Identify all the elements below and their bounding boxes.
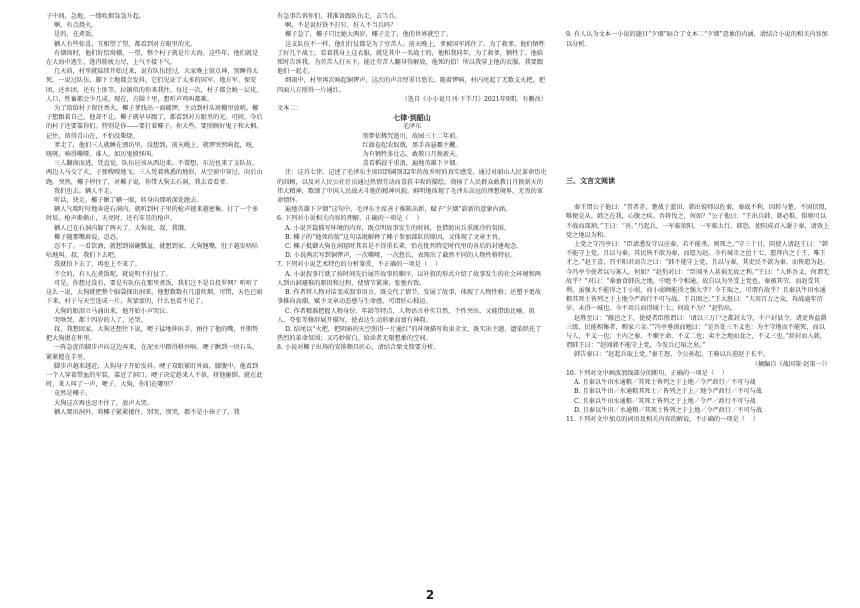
text-paragraph: 听话，快走。椰子瞅了辆一眼，转身向那哨深处跑去。 <box>54 197 203 205</box>
column-middle <box>277 12 547 580</box>
text-paragraph: 喜看稻菽千重浪，遍地英雄下夕烟。 <box>362 160 462 168</box>
text-paragraph: 注：这首七律，记述了毛泽东主席回到阔别32年的故乡时的真实感受。通过对韶山人民革命历史的回顾，以及对人民公社社员通过热情劳动而喜获丰收的描绘，勃扬了人民群众敢教日月换新天的伟大精神，歌颂了中国人民战天斗地的精神风貌。鲜明地体现了毛泽东高远的理想境界，无畏的革命情怀。 <box>277 169 547 205</box>
text-paragraph: 7. 下列对小说艺术特色的分析鉴赏，不正确的一项是（ ） <box>277 261 442 269</box>
text-paragraph: 有急事告诉你们。我准备跟队伍走，去当兵。 <box>277 13 401 20</box>
text-paragraph: 椰子急了，椰子只比她大两岁，椰子走了，他的世界就空了。 <box>285 31 453 39</box>
text-paragraph: 一阵急促的脚步声向这边奔来，在泥水中踏得格外响。哽子瞅到一块石头，紧紧握在手里。 <box>46 344 259 361</box>
column-left <box>46 12 264 580</box>
text-paragraph: 是的，在煮饭。 <box>54 31 98 39</box>
text-paragraph: 竟然是椰子。 <box>54 390 92 398</box>
text-paragraph: 可是，你想过没有，要是有队伍在那里煮饭，我们岂不是自投罗网？听听了这么一说，大狗就把整个脑袋探出洞来，他想数数有几道炊烟，可惜，天色已暗下来，村子与天空连成一片，灰蒙蒙的，什么也看不见了。 <box>46 279 263 306</box>
text-paragraph: 秦王谓公子他曰：“昔者赤、楚战于蓝田，韩出锐师以佐秦，秦战不利，因转与楚。不固信盟，唯便是从。韩之在我，心腹之疾。吾将伐之，何如？”公子他曰：“王出兵韩，韩必惧，惧则可以不战而深割。”王曰：“善。”乃起兵，一军临荥阳，一军临太行。韩恐，使阳成君入谢于秦，请效上党之地以为和。 <box>566 204 831 239</box>
text-paragraph: B. 作者将人物对话变成叙事语言，既交代了情节，发展了故事，体现了人物性格；还塑予更故事推向高潮，赋予文章动态感与生命感，可谓匠心独运。 <box>277 289 542 306</box>
text-paragraph: 啊，有点烧火。 <box>54 22 98 30</box>
text-paragraph: 叔，我想回家。大狗还想往下说，哽子猛地伸出手，捂住了他的嘴，并期势把大狗摁在怀里。 <box>46 325 259 343</box>
text-paragraph: 我们也去。辆人不走。 <box>54 187 116 195</box>
text-paragraph: 6. 下列对小说相关内容的理解，正确的一项是（ ） <box>277 215 423 223</box>
text-paragraph: C. 作者精准把握人物身份、年龄等特点，人物语言朴实自然，个性突出，又能借助比喻、拟人、夸张等修辞展开描写，使表达生动形象而富有神韵。 <box>277 307 535 324</box>
text-paragraph: 辆人气喘吁吁地奔进石洞内，就听到村子里的枪声越来越密集。打了一个多时辰，枪声渐渐止，天亮时，还有零星的枪声。 <box>46 206 259 223</box>
text-paragraph: 11. 下列对文中加点的词语及相关内容的解说，不正确的一项是（ ） <box>566 415 759 423</box>
text-paragraph: B. 且秦以牛田／水通粮其死士／皆列之于上／地令严政行／不可与战 <box>574 388 762 396</box>
text-paragraph: 辆人爬出洞外，将椰子紧紧搂住。别哭，别哭，都不是小孩子了，我 <box>54 408 240 416</box>
text-paragraph: （选自《小小说月刊·下半月》2021年9期，有删改） <box>401 95 547 103</box>
question-9-block <box>566 30 831 48</box>
text-paragraph: 几天前，村里就陆续开始过来，说有队伍经过，大家晚上留点神，别睡得太死。一说过队伍，脚下土地都会发抖，它们见证了太多的国军、地方军、保安团、还乡团，还有土匪等，拉锯似的你来我往。每过一次，村子都会蜕一层皮。人口，牲畜都会少几成。现在，方圆十里，想听声鸡叫都难。 <box>46 68 263 103</box>
text-paragraph: 赵胜至曰：“敝邑之王，使使者臣胜谓曰：‘请以三万户之都封太守，千户封县令，诸吏皆益爵三级，民能相集者，赐家六金。’”冯亭垂涕而勉曰：“是吾处三不义也：为主守地而不能死，而以与人，不义一也；主内之秦，不顺主命，不义二也；卖主之地而食之，不义三也。”辞封而入韩，谓韩王曰：“赵闻韩不能守上党，今发兵已取之矣。” <box>566 314 827 350</box>
text-paragraph: 为了给给村子留住香火，椰子爹找出一面破锣，主动到村头窝棚里放哨。椰子想跟着自己，他却不让。椰子就早早跟了，都看到对方眼里的光。可问，今后的村子还要靠你们。特别是你——要打着椰子，你大些，要照顾好鬼子和大枫。记住，留得青山在，不怕没柴烧。 <box>46 105 263 140</box>
text-paragraph: 为有牺牲多壮志，敢教日月换新天。 <box>362 151 462 159</box>
text-paragraph: 韩告秦曰：“赵起兵取上党。”秦王怒，令公孙起、王骑以兵迎赵于长平。 <box>574 351 770 359</box>
text-paragraph: （摘编自《战国策·赵策一》） <box>751 360 831 368</box>
text-paragraph: B. 椰子的“他死的值”这句话既解释了椰子参加部队的原因，又体现了文章主旨。 <box>285 233 505 241</box>
text-paragraph: 辆人已在石洞内躲了两天了，大狗说，叔，我饿。 <box>54 224 191 232</box>
text-paragraph: 大狗的眼泪立马涌出来，他开始小声哭泣。 <box>54 307 172 315</box>
text-paragraph: A. 小说开篇描写环境的内容，既点明故事发生的时间，也借助出兵重渡冷的氛围。 <box>285 224 511 232</box>
text-paragraph: C. 且秦以牛田水通粮／其死士皆列之于上地／令严／政行不可与战 <box>574 397 756 405</box>
text-paragraph: 辆人有些惊喜，互相望了望，都看到对方眼里的光。 <box>54 40 197 48</box>
text-paragraph: 遍地英雄下夕烟”这句中，毛泽东主席善于推陈出新，赋予“夕烟”崭新的意象内涵。 <box>285 206 512 214</box>
text-paragraph: 细雨中，村里再次响起铜锣声，这次的声音厚重且悠长。随着锣响，村内亮起了无数支火把，把四面八方照得一片通红。 <box>277 77 545 94</box>
text-paragraph: 大狗这次再也忍不住了，放声大哭。 <box>54 399 154 407</box>
classical-passage-block <box>566 203 831 424</box>
column-right <box>566 12 831 580</box>
text-paragraph: A. 且秦以牛田水通粮／其死士皆列之于上地／令严政行／不可与战 <box>574 379 756 387</box>
text-paragraph: D. 结尾以“火把，把阴暗的天空照得一片通红”的环境描写收束全文，既实出主题，遗染烘托了热烈的革命氛围；又巧妙留白，给读者无限想象的空间。 <box>277 325 542 343</box>
text-paragraph: 文本二： <box>277 105 302 113</box>
text-paragraph: 不会的，有人在煮饭呢。就说明不打仗了。 <box>54 270 172 278</box>
page-number: 2 <box>425 588 435 602</box>
text-paragraph: 有烟囱时，他们好恰窝棚，一望，整个村子就是片大海。这些年，他们就是在大海中逃生，逃得筋疲力尽，上气不接下气。 <box>46 49 259 67</box>
text-paragraph: C. 椰子抵御大狗在洞窟时其名是不得重长辈，恰在批判特定时代里的善后的封建观念。 <box>285 243 523 251</box>
text-paragraph: 脚步声越来越近，大狗身子开始发抖。哽子双眼紧盯外面，膝腹中，他看到一个人穿着带血的军装，靠近了洞口。哽子决定趁来人不备，将他砸倒。就在此时，来人叫了一声，哽子，大狗，你们在哪里？ <box>46 362 263 389</box>
text-paragraph: 9. 有人认为文本一小说的题目“夕烟”暗合了文本二“夕烟”意象的内涵，请结合小说的相关内容加以分析。 <box>566 31 828 48</box>
text-paragraph: 8. 小说对椰子出场的安排颇具匠心，请结合原文简要分析。 <box>277 344 440 352</box>
section-heading-classical-chinese: 三、文言文阅读 <box>566 175 615 185</box>
text-paragraph: 七律·到韶山 <box>393 113 431 123</box>
text-paragraph: 椰子随那嘴唇说，忍忍。 <box>54 233 123 241</box>
text-paragraph: 哭啥哭，都十四岁的人了，还哭。 <box>54 316 147 324</box>
text-paragraph: 这支队伍不一样，他们打仗都是为了穷苦人。前天晚上，爹被国军抓住了。为了救爹，他们牺牲了好几个战士。看着我身上这衣服，就是其中一名战士的，他和我同年，为了救爹，牺牲了。他临死时告诉我，为劳苦人打天下，能让劳苦人翻身得解放，他死的值！所以我穿上他的衣服，我要跟他们一起走。 <box>277 40 545 76</box>
text-paragraph: D. 且秦以牛田／水通粮／其死士皆列之于上地／令严政行／不可与战 <box>574 406 763 414</box>
text-paragraph: 三人翻窗而逃，凭直觉，队伍应该从西边来。不曾想，东边也来了支队伍，两边人马交了火，子弹嗖嗖地飞。三人凭着熟悉的地形，从空窗中穿过，向后山跑。突然，椰子停住了，对椰子说，你带大狗去石洞，我去看看爹。 <box>46 160 263 186</box>
text-paragraph: 我就怕下去了，再也上不来了。 <box>54 261 141 269</box>
text-paragraph: 红旗卷起农奴戟，黑手高悬霸主鞭。 <box>362 141 462 149</box>
text-paragraph: 10. 下列对文中画波浪线部分的断句，正确的一项是（ ） <box>566 369 728 377</box>
answer-space <box>566 67 831 153</box>
text-paragraph: 别梦依稀咒逝川，故园三十二年前。 <box>362 132 462 140</box>
text-paragraph: 上党之守冯亭曰：“臣请悉发守以应秦，若不能杀，则死之。”守三十日，阴使人请赵王曰：“韩不能守上党，且以与秦，其民皆不欲为秦，而愿为赵。今有城市之邑十七，愿拜内之于王，唯王才之。”赵王喜，召平阳君而告之曰：“韩不能守上党，且以与秦，其吏民不欲为秦，而皆愿为赵。今冯亭令使者以与寡人，何如？”赵豹对曰：“臣闻圣人甚祸无故之利。”王曰：“人怀吾义，何谓无故乎？”对曰：“秦蚕食韩氏之地，中绝不令相通，故自以为坐受上党也。秦被其劳，而赵受其利，虽强大不能得之于小弱，而小弱顾能得之强大乎？今王取之，可谓有故乎？且秦以牛田水通粮其死士皆列之于上地令严政行不可与战。王自图之。”王大怒曰：“夫用百万之众，攻战逾年历岁，未得一城也。今不用兵而得城十七，何故不为？”赵豹出。 <box>566 241 830 313</box>
text-paragraph: 子中间。急地，一缕吹烟袅袅升起。 <box>46 13 145 20</box>
text-paragraph: 啊，不是说好铁不打钉，好人不当兵吗？ <box>285 22 397 30</box>
text-paragraph: D. 小说两次写到铜锣声，一次嘶哑，一次悠长，表现出了截然不同的人物性格特征。 <box>285 252 517 260</box>
text-paragraph: 爹走了，他们三人就睡在漂坊里。没想到，前天晚上，就锣突然响起，咣，咣咣，响得嘶哑。谁人，如厉鬼般怪叫。 <box>46 141 259 159</box>
text-paragraph: 忍不了。一看饮酒，就想到锅碗瓢盆，就想到家。大狗翘嘴，肚子越发唔咕咕地叫。叔，我们下去吧。 <box>46 243 259 260</box>
text-paragraph: A. 小说叙事行就了按时间先后展开故事的顺序，以补叙的形式介绍了故事发生的社会环境和两人到山洞避难的原因和过程，使情节紧凑，张弛有致。 <box>277 270 541 287</box>
text-paragraph: 毛泽东 <box>402 123 422 131</box>
